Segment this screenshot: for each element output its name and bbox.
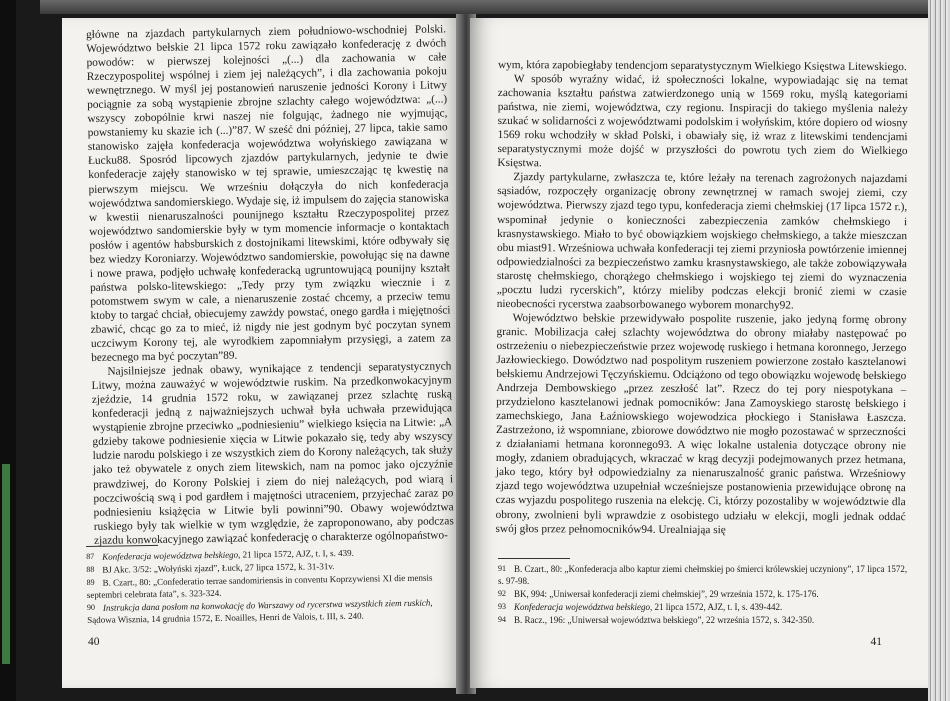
right-footnotes (498, 558, 908, 627)
footnote-94: 94 B. Racz., 196: „Uniwersał województwa bełskiego”, 22 września 1572, s. 342-350. (498, 615, 815, 625)
page-stack-edge (928, 0, 950, 701)
footnote-92: 92 BK, 994: „Uniwersał konfederacji ziemi chełmskiej”, 29 września 1572, k. 175-176. (498, 589, 819, 599)
footnote-rule (498, 558, 570, 559)
footnote-93: 93 Konfederacja województwa bełskiego, 21 lipca 1572, AJZ, t. I, s. 439-442. (498, 602, 783, 612)
footnote-88: 88 BJ Akc. 3/52: „Wołyński zjazd”, Łuck, 27 lipca 1572, k. 31-31v. (86, 561, 335, 575)
page-number: 41 (870, 636, 882, 648)
right-page (470, 18, 928, 688)
page-number: 40 (88, 636, 100, 648)
left-page (62, 18, 462, 688)
footnote-rule (86, 545, 158, 547)
footnote-91: 91 B. Czart., 80: „Konfederacja albo kaptur ziemi chełmskiej po śmierci królewskiej uczyniony”, 17 lipca 1572, s. 97-98. (498, 564, 908, 586)
paragraph: główne na zjazdach partykularnych ziem południowo-wschodniej Polski. Województwo bełskie 21 lipca 1572 roku zawiązało konfederację z dwóch powodów: w pierwszej kolejności „(...) dla zachowania w całe Rzeczypospolitej wspólnej i ziem jej należących”, i dla zachowania pokoju wewnętrznego. W myśl jej postanowień naruszenie jedności Korony i Litwy pociągnie za sobą wystąpienie zbrojne szlachty całego województwa: „(...) wszyscy zobopólnie krwi naszej nie folgując, żadnego nie wyjmując, powstaniemy ku skazie ich (...)”87. W sześć dni później, 27 lipca, takie samo stanowisko zajęła konfederacja województwa wołyńskiego zawiązana w Łucku88. Sposród lipcowych zjazdów partykularnych, jedynie te dwie konfederacje zajęły stanowisko w tej sprawie, umieszczając tę kwestię na pierwszym miejscu. We wrześniu dołączyła do nich konfederacja województwa sandomierskiego. Wydaje się, iż impulsem do zajęcia stanowiska w kwestii nienaruszalności pounijnego kształtu Rzeczypospolitej przez województwo sandomierskie były w tym momencie informacje o kontaktach posłów i agentów habsburskich z dostojnikami litewskimi, które odbywały się bez wiedzy Koroniarzy. Województwo sandomierskie, powołując się na dawne i nowe prawa, podjęło uchwałę konfederacką ugruntowującą pounijny kształt państwa polsko-litewskiego: „Tedy przy tym związku wiecznie i z potomstwem swym w cale, a nienaruszenie zostać chcemy, a przeciw temu ktoby to targać chciał, obiecujemy zawżdy powstać, onego gardła i mięjętności zbawić, chcąc go za to mieć, iż nigdy nie jest godnym być poczytan synem uczciwym Korony tej, ale wyrodkiem zapomniałym przysięgi, a zatem za bezecnego ma być poczytan”89. (86, 23, 452, 365)
left-footnotes (86, 540, 449, 627)
footnote-89: 89 B. Czart., 80: „Confederatio terrae sandomiriensis in conventu Koprzywiensi XI die mensis septembri celebrata fata”, s. 323-324. (86, 572, 433, 600)
paragraph: Województwo bełskie przewidywało pospolite ruszenie, jako jedyną formę obrony granic. Mobilizacja całej szlachty województwa do obrony miałaby następować po ostrzeżeniu o niebezpieczeństwie przez wojewodę ruskiego i hetmana koronnego, Jerzego Jazłowieckiego. Dowództwo nad pospolitym ruszeniem powierzone zostało kasztelanowi bełskiemu Andrzejowi Tęczyńskiemu. Odciążono od tego obowiązku wojewodę bełskiego Andrzeja Dembowskiego „przez zeszłość lat”. Rzecz do tej pory niespotykana – przydzielono kasztelanowi jednak pomocników: Jana Zamoyskiego starostę bełskiego i zamechskiego, Jana Łaźniowskiego wojewodzica płockiego i Stanisława Łaszcza. Zastrzeżono, iż wspomniane, zbiorowe dowództwo nie mogło pozostawać w sprzeczności z działaniami hetmana koronnego93. A więc lokalne ustalenia dotyczące obrony nie mogły, zdaniem obradujących, wkraczać w krąg decyzji podejmowanych przez hetmana, jako tego, który był odpowiedzialny za nienaruszalność granic państwa. Wrześniowy zjazd tego województwa uzupełniał wcześniejsze postanowienia przewidujące obronę na czas wyjazdu pospolitego ruszenia na elekcję. Ci, którzy pozostaliby w województwie dla obrony, zwolnieni byli wprawdzie z osobistego udziału w elekcji, mogli jednak oddać swój głos przez pełnomocników94. Urealniająa się (495, 311, 907, 536)
green-bookmark-tab (2, 464, 10, 664)
paragraph: Najsilniejsze jednak obawy, wynikające z tendencji separatystycznych Litwy, można zauważyć w województwie ruskim. Na przedkonwokacyjnym zjeździe, 14 grudnia 1572 roku, w zawiązanej przez szlachtę ruską konfederacji jedną z najważniejszych uchwał była uchwała przewidująca wystąpienie zbrojne przeciwko „podniesieniu” wielkiego księcia na Litwie: „A gdzieby takowe podniesienie xięcia w Litwie pokazało się, tedy aby wszyscy ludzie narodu polskiego i ze wszystkich ziem do Korony należących, tak służy jako też obywatele z onych ziem litewskich, nam na pomoc jako ojczyźnie prawdziwej, do Korony Polskiej i ziem do niej należących, pod wiarą i poczciwością swą i pod gardłem i majętności utraceniem, przyjechać zaraz po podniesieniu książęcia w Litwie byli powinni”90. Obawy województwa ruskiego były tak wielkie w tym względzie, że zaproponowano, aby podczas zjazdu konwokacyjnego zawiązać konfederację o charakterze ogólnopaństwo- (91, 360, 454, 547)
paragraph: Zjazdy partykularne, zwłaszcza te, które leżały na terenach zagrożonych najazdami sąsiadów, rozpoczęły organizację obrony zewnętrznej w ramach swojej ziemi, czy województwa. Pierwszy zjazd tego typu, konfederacja ziemi chełmskiej (17 lipca 1572 r.), wspominał jedynie o konieczności zabezpieczenia zamków chełmskiego i krasnystawskiego. Miało to być obowiązkiem wojskiego chełmskiego, a także mieszczan obu miast91. Wrześniowa uchwała konfederacji tej ziemi przyniosła powtórzenie imiennej odpowiedzialności za bezpieczeństwo zamku krasnystawskiego, ale także zobowiązywała starostę chełmskiego, chorążego chełmskiego i wojskiego tej ziemi do wyznaczenia „pocztu ludzi rycerskich”, którzy mieliby podczas elekcji bronić ziemi w czasie nieobecności rycerstwa zaabsorbowanego wyborem monarchy92. (496, 171, 908, 312)
paragraph: W sposób wyraźny widać, iż społeczności lokalne, wypowiadając się na temat zachowania kształtu państwa zatwierdzonego unią w 1569 roku, myślą kategoriami państwa, nie ziemi, województwa, czy regionu. Inspiracji do takiego myślenia należy szukać w solidarności z województwami podolskim i wołyńskim, które dopiero od wiosny 1569 roku wchodziły w skład Polski, i obawiały się, iż wraz z litewskimi tendencjami separatystycznymi może dojść w przyszłości do powrotu tych ziem do Wielkiego Księstwa. (497, 73, 908, 170)
footnote-90: 90 Instrukcja dana posłom na konwokację do Warszawy od rycerstwa wszystkich ziem ruskich, Sądowa Wisznia, 14 grudnia 1572, E. Noailles, Henri de Valois, t. III, s. 240. (86, 597, 433, 625)
scanner-top-edge (40, 0, 930, 14)
paragraph: wym, która zapobiegłaby tendencjom separatystycznym Wielkiego Księstwa Litewskiego. (497, 58, 907, 74)
left-body-text (86, 22, 454, 547)
footnote-87: 87 Konfederacja województwa bełskiego, 21 lipca 1572, AJZ, t. I, s. 439. (86, 547, 354, 562)
right-body-text (495, 58, 907, 538)
